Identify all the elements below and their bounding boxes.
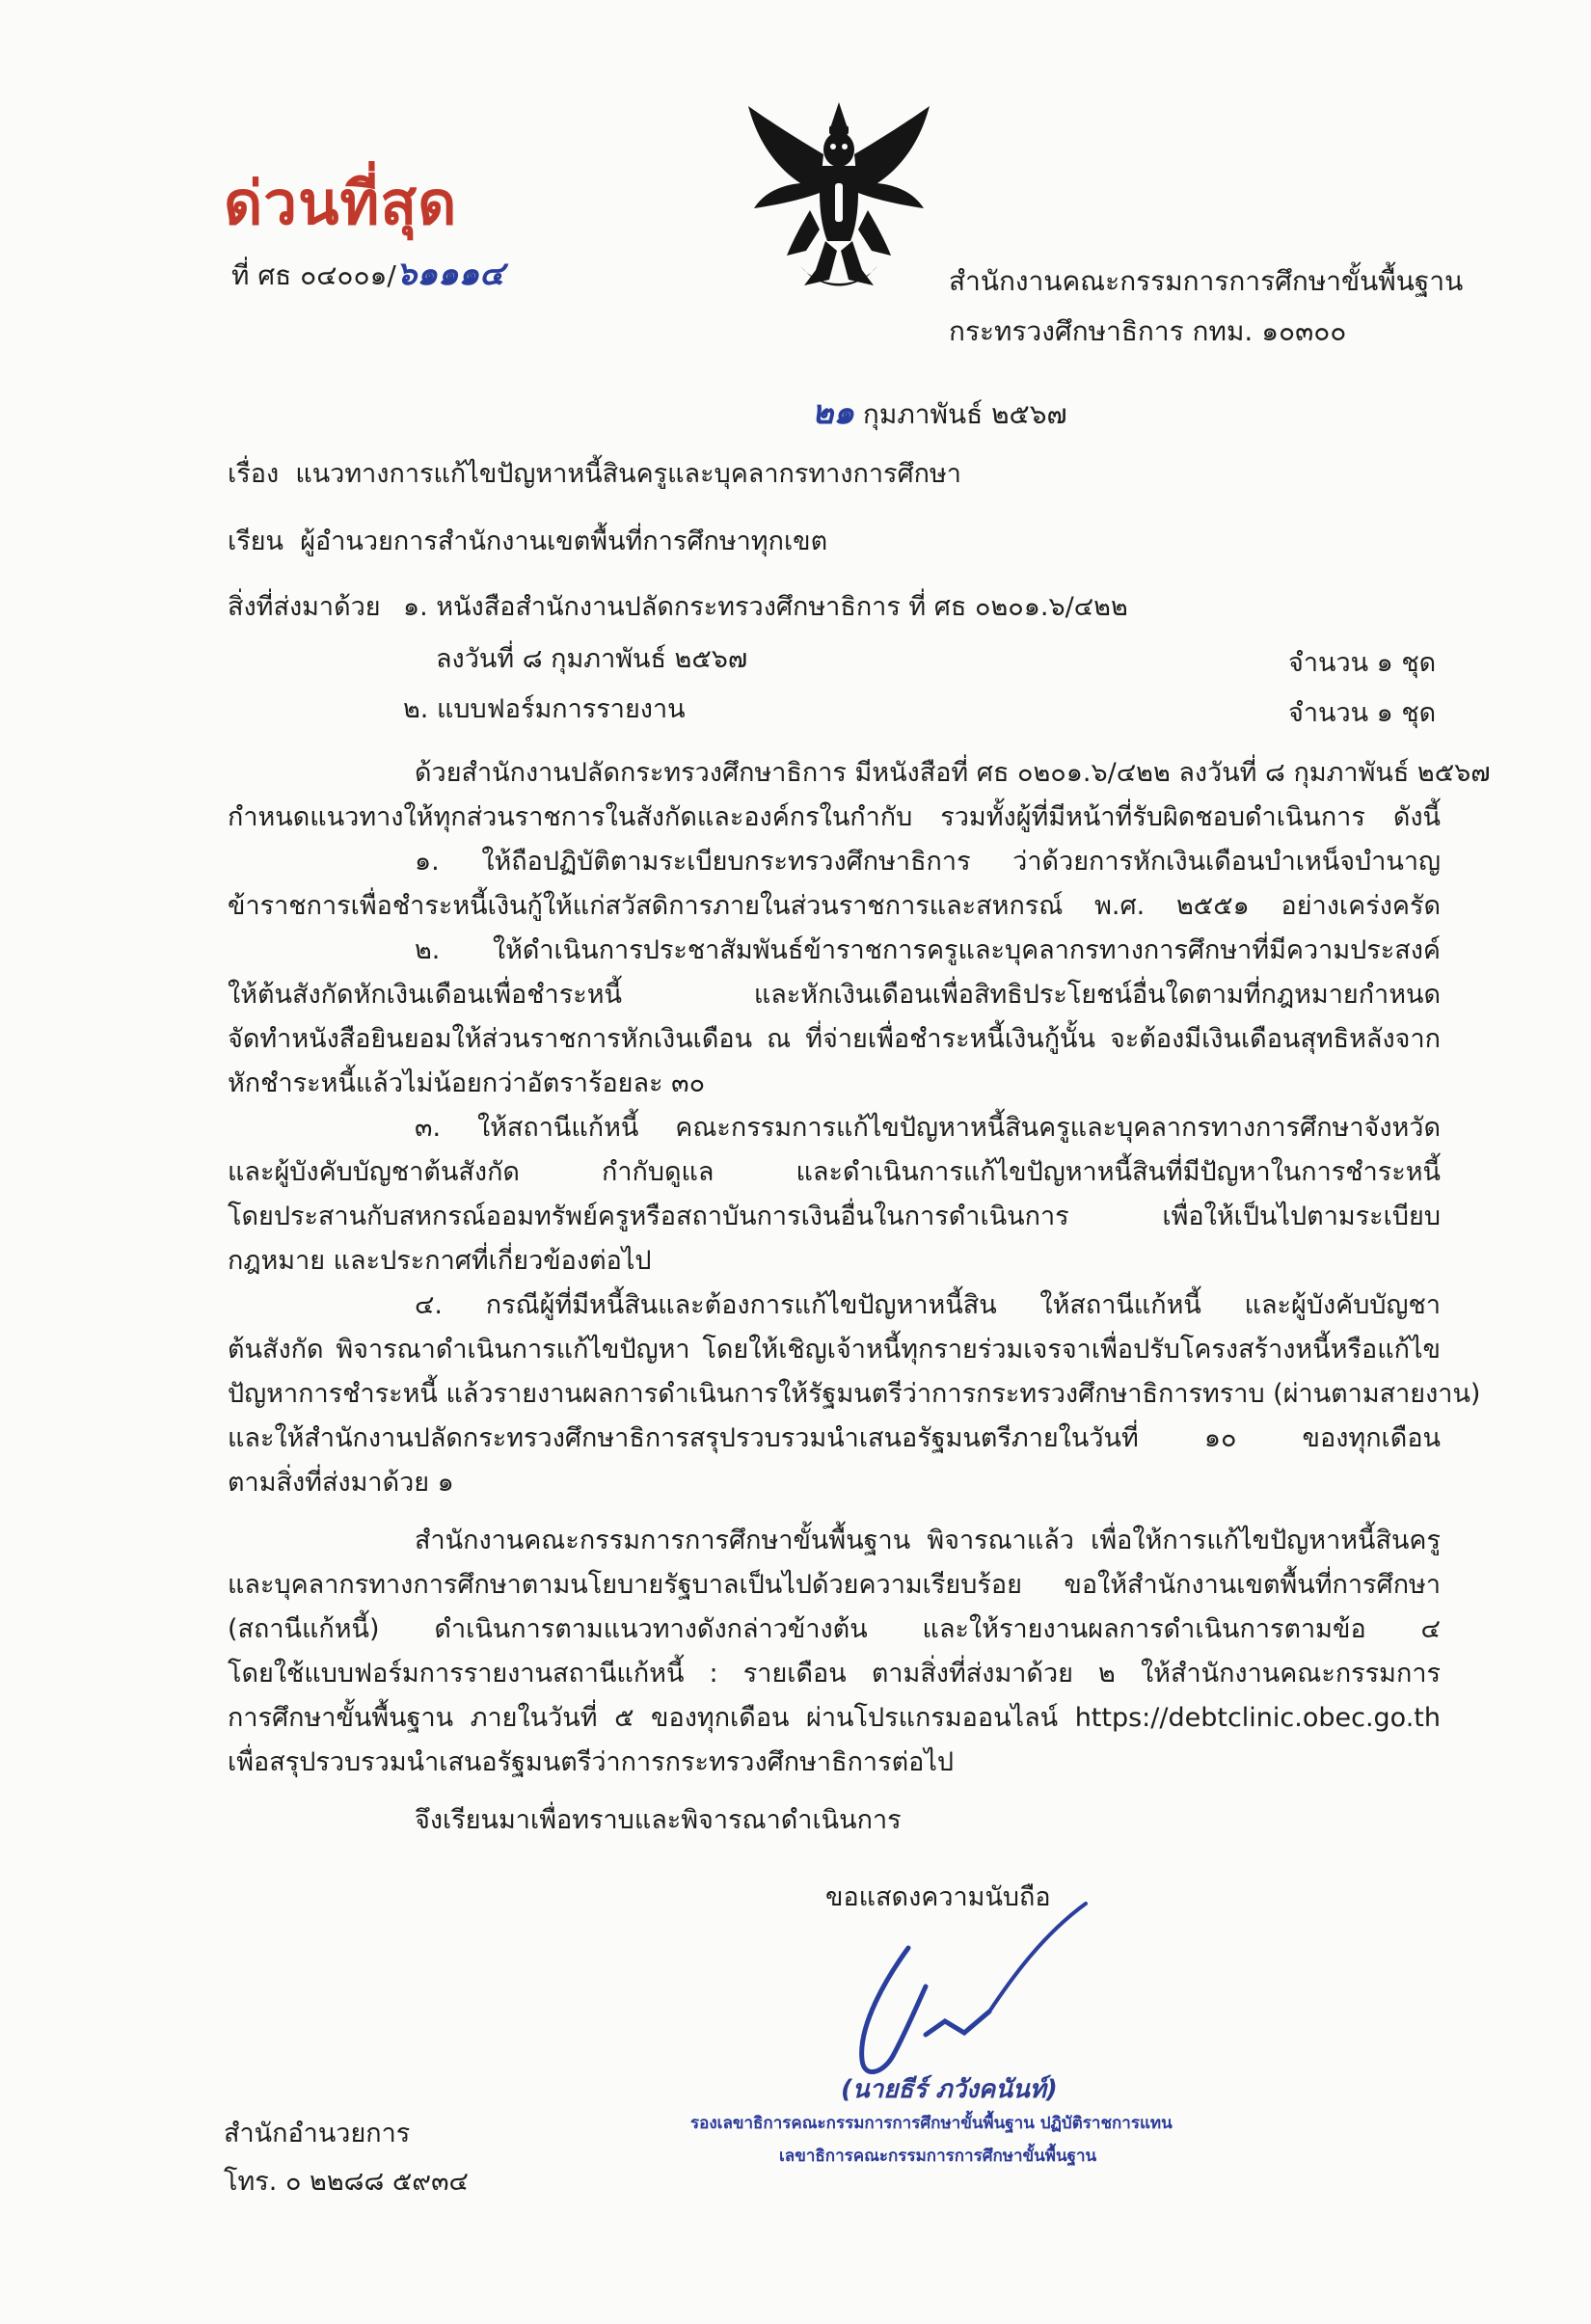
paragraph-2-line: การศึกษาขั้นพื้นฐาน ภายในวันที่ ๕ ของทุกเดือน ผ่านโปรแกรมออนไลน์ https://debtclinic.obec.go.th <box>228 1703 1441 1733</box>
recipient-text: ผู้อำนวยการสำนักงานเขตพื้นที่การศึกษาทุกเขต <box>300 527 828 556</box>
office-address: กระทรวงศึกษาธิการ กทม. ๑๐๓๐๐ <box>949 315 1347 347</box>
date-month-year: กุมภาพันธ์ ๒๕๖๗ <box>862 398 1067 430</box>
footer-office: สำนักอำนวยการ <box>224 2119 411 2148</box>
enclosure-item-1: ๑. หนังสือสำนักงานปลัดกระทรวงศึกษาธิการ ที่ ศธ ๐๒๐๑.๖/๔๒๒ <box>403 592 1128 622</box>
paragraph-1-line: ด้วยสำนักงานปลัดกระทรวงศึกษาธิการ มีหนังสือที่ ศธ ๐๒๐๑.๖/๔๒๒ ลงวันที่ ๘ กุมภาพันธ์ ๒๕๖๗ <box>415 758 1491 788</box>
footer-telephone: โทร. ๐ ๒๒๘๘ ๕๙๓๔ <box>224 2167 469 2197</box>
item-2-line: ๒. ให้ดำเนินการประชาสัมพันธ์ข้าราชการครูและบุคลากรทางการศึกษาที่มีความประสงค์ <box>415 935 1441 965</box>
document-number-prefix: ที่ ศธ ๐๔๐๐๑/ <box>231 259 396 291</box>
subject-text: แนวทางการแก้ไขปัญหาหนี้สินครูและบุคลากรทางการศึกษา <box>295 459 961 489</box>
item-2-line: ให้ต้นสังกัดหักเงินเดือนเพื่อชำระหนี้ และหักเงินเดือนเพื่อสิทธิประโยชน์อื่นใดตามที่กฎหมายกำหนด <box>228 980 1441 1010</box>
closing-line: จึงเรียนมาเพื่อทราบและพิจารณาดำเนินการ <box>415 1805 902 1835</box>
document-date <box>812 386 1067 438</box>
handwritten-signature-icon <box>820 1890 1109 2083</box>
item-4-line: และให้สำนักงานปลัดกระทรวงศึกษาธิการสรุปรวบรวมนำเสนอรัฐมนตรีภายในวันที่ ๑๐ ของทุกเดือน <box>228 1423 1441 1453</box>
enclosure-item-2-qty: จำนวน ๑ ชุด <box>1288 698 1437 728</box>
enclosures-label: สิ่งที่ส่งมาด้วย <box>228 592 381 622</box>
subject-label: เรื่อง <box>228 459 280 489</box>
paragraph-1-line: กำหนดแนวทางให้ทุกส่วนราชการในสังกัดและองค์กรในกำกับ รวมทั้งผู้ที่มีหน้าที่รับผิดชอบดำเนินการ ดังนี้ <box>228 802 1441 832</box>
document-number <box>231 247 504 299</box>
urgency-stamp: ด่วนที่สุด <box>224 168 458 238</box>
item-3-line: กฎหมาย และประกาศที่เกี่ยวข้องต่อไป <box>228 1246 652 1276</box>
item-3-line: ๓. ให้สถานีแก้หนี้ คณะกรรมการแก้ไขปัญหาหนี้สินครูและบุคลากรทางการศึกษาจังหวัด <box>415 1113 1441 1143</box>
paragraph-2-line: สำนักงานคณะกรรมการการศึกษาขั้นพื้นฐาน พิจารณาแล้ว เพื่อให้การแก้ไขปัญหาหนี้สินครู <box>415 1526 1441 1555</box>
salutation: ขอแสดงความนับถือ <box>825 1882 1051 1912</box>
garuda-emblem-icon <box>742 96 935 299</box>
item-3-line: และผู้บังคับบัญชาต้นสังกัด กำกับดูแล และดำเนินการแก้ไขปัญหาหนี้สินที่มีปัญหาในการชำระหนี้ <box>228 1157 1441 1187</box>
recipient-label: เรียน <box>228 527 284 556</box>
item-4-line: ๔. กรณีผู้ที่มีหนี้สินและต้องการแก้ไขปัญหาหนี้สิน ให้สถานีแก้หนี้ และผู้บังคับบัญชา <box>415 1290 1441 1320</box>
item-1-line: ข้าราชการเพื่อชำระหนี้เงินกู้ให้แก่สวัสดิการภายในส่วนราชการและสหกรณ์ พ.ศ. ๒๕๕๑ อย่างเคร่งครัด <box>228 891 1441 921</box>
signatory-name: (นายธีร์ ภวังคนันท์) <box>841 2075 1058 2104</box>
paragraph-2-line: โดยใช้แบบฟอร์มการรายงานสถานีแก้หนี้ : รายเดือน ตามสิ่งที่ส่งมาด้วย ๒ ให้สำนักงานคณะกรรมการ <box>228 1659 1441 1689</box>
item-2-line: จัดทำหนังสือยินยอมให้ส่วนราชการหักเงินเดือน ณ ที่จ่ายเพื่อชำระหนี้เงินกู้นั้น จะต้องมีเงินเดือนสุทธิหลังจาก <box>228 1024 1441 1054</box>
item-2-line: หักชำระหนี้แล้วไม่น้อยกว่าอัตราร้อยละ ๓๐ <box>228 1068 706 1098</box>
item-4-line: ต้นสังกัด พิจารณาดำเนินการแก้ไขปัญหา โดยให้เชิญเจ้าหนี้ทุกรายร่วมเจรจาเพื่อปรับโครงสร้างหนี้หรือแก้ไข <box>228 1335 1441 1365</box>
paragraph-2-line: เพื่อสรุปรวบรวมนำเสนอรัฐมนตรีว่าการกระทรวงศึกษาธิการต่อไป <box>228 1747 955 1777</box>
enclosure-item-1-date: ลงวันที่ ๘ กุมภาพันธ์ ๒๕๖๗ <box>436 644 748 674</box>
item-4-line: ตามสิ่งที่ส่งมาด้วย ๑ <box>228 1468 454 1498</box>
date-day-handwritten: ๒๑ <box>812 393 854 432</box>
signatory-position-stamp: รองเลขาธิการคณะกรรมการการศึกษาขั้นพื้นฐาน ปฏิบัติราชการแทน <box>690 2114 1173 2133</box>
recipient-line <box>228 525 827 559</box>
paragraph-2-line: และบุคลากรทางการศึกษาตามนโยบายรัฐบาลเป็นไปด้วยความเรียบร้อย ขอให้สำนักงานเขตพื้นที่การศึกษา <box>228 1570 1441 1600</box>
item-4-line: ปัญหาการชำระหนี้ แล้วรายงานผลการดำเนินการให้รัฐมนตรีว่าการกระทรวงศึกษาธิการทราบ (ผ่านตามสายงาน) <box>228 1379 1481 1409</box>
signatory-position-stamp-2: เลขาธิการคณะกรรมการการศึกษาขั้นพื้นฐาน <box>779 2147 1097 2166</box>
enclosure-item-2: ๒. แบบฟอร์มการรายงาน <box>403 694 686 724</box>
document-number-handwritten: ๖๑๑๑๔ <box>395 255 504 293</box>
paragraph-2-line: (สถานีแก้หนี้) ดำเนินการตามแนวทางดังกล่าวข้างต้น และให้รายงานผลการดำเนินการตามข้อ ๔ <box>228 1614 1441 1644</box>
office-name: สำนักงานคณะกรรมการการศึกษาขั้นพื้นฐาน <box>949 265 1464 297</box>
subject-line <box>228 457 961 492</box>
enclosure-item-1-qty: จำนวน ๑ ชุด <box>1288 648 1437 678</box>
item-3-line: โดยประสานกับสหกรณ์ออมทรัพย์ครูหรือสถาบันการเงินอื่นในการดำเนินการ เพื่อให้เป็นไปตามระเบียบ <box>228 1202 1441 1231</box>
item-1-line: ๑. ให้ถือปฏิบัติตามระเบียบกระทรวงศึกษาธิการ ว่าด้วยการหักเงินเดือนบำเหน็จบำนาญ <box>415 847 1441 877</box>
